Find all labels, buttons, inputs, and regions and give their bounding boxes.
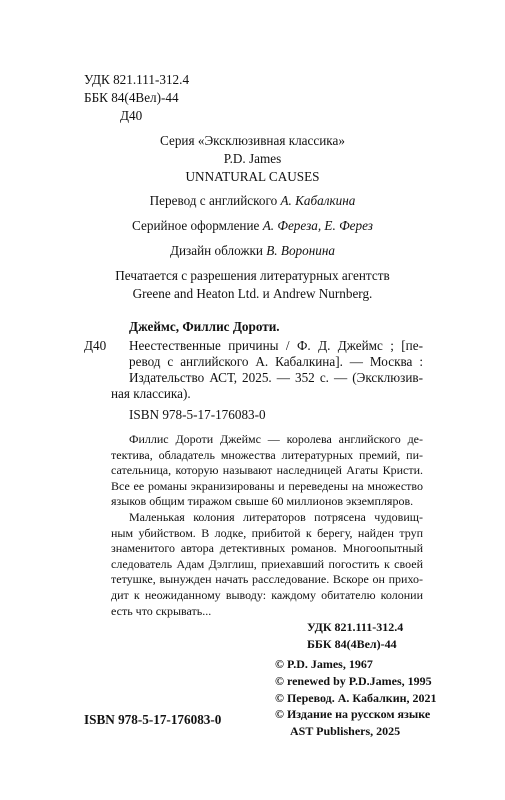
annotation-paragraph-1: [111, 432, 423, 510]
catalog-entry: [111, 338, 423, 402]
annotation-line: Филлис Дороти Джеймс — королева английского де-: [129, 432, 423, 446]
footer-isbn: ISBN 978-5-17-176083-0: [84, 712, 222, 727]
catalog-isbn: ISBN 978-5-17-176083-0: [129, 407, 266, 422]
copyright-line: AST Publishers, 2025: [290, 724, 401, 739]
annotation-line: ным убийством. В лодке, прибитой к берегу, найден труп: [111, 525, 423, 540]
translator-name: А. Кабалкина: [280, 193, 356, 208]
annotation-line: Все ее романы экранизированы и переведены на множество: [111, 478, 423, 493]
author-mark: Д40: [120, 108, 143, 123]
bbk-code-bottom: ББК 84(4Вел)-44: [307, 637, 397, 651]
series-line: Серия «Эксклюзивная классика»: [160, 133, 345, 148]
annotation-line: знаменитого автора детективных романов. Многоопытный: [111, 541, 423, 556]
annotation-line: языков общим тиражом свыше 60 миллионов экземпляров.: [111, 494, 414, 509]
copyright-block: [275, 656, 437, 740]
copyright-line: © P.D. James, 1967: [275, 657, 373, 671]
udk-code-bottom: УДК 821.111-312.4: [307, 620, 404, 634]
annotation-paragraph-2: [111, 510, 423, 619]
cover-designer-name: В. Воронина: [266, 243, 335, 258]
copyright-line: © renewed by P.D.James, 1995: [275, 673, 432, 688]
annotation-line: дит к неожиданному выводу: каждому обитателю колонии: [111, 587, 423, 602]
catalog-entry-line: Издательство АСТ, 2025. — 352 с. — (Эксклюзив-: [129, 370, 423, 385]
annotation-line: Маленькая колония литераторов потрясена чудовищ-: [129, 510, 423, 524]
permission-line-1: Печатается с разрешения литературных агентств: [115, 268, 390, 283]
permission-line-2: Greene and Heaton Ltd. и Andrew Nurnberg.: [132, 286, 373, 301]
catalog-heading: Джеймс, Филлис Дороти.: [129, 319, 280, 334]
bbk-code: ББК 84(4Вел)-44: [84, 90, 179, 105]
copyright-line: © Перевод. А. Кабалкин, 2021: [275, 690, 437, 705]
copyright-line: © Издание на русском языке: [275, 707, 431, 722]
annotation-line: тектива, обладатель множества литературных премий, пи-: [111, 447, 423, 462]
title-en: UNNATURAL CAUSES: [185, 169, 320, 184]
author-en: P.D. James: [223, 151, 282, 166]
catalog-entry-line: ная классика).: [111, 386, 191, 401]
designer-names: А. Фереза, Е. Ферез: [262, 218, 373, 233]
design-prefix: Серийное оформление: [132, 218, 260, 233]
cover-design-credit: [0, 243, 505, 259]
annotation-line: следователь Адам Дэлглиш, приехавший погостить к своей: [111, 556, 423, 571]
series-design-credit: [0, 218, 505, 234]
catalog-entry-line: ревод с английского А. Кабалкина]. — Москва :: [129, 354, 423, 369]
cover-prefix: Дизайн обложки: [170, 243, 263, 258]
udk-code: УДК 821.111-312.4: [84, 72, 190, 87]
catalog-entry-line: Неестественные причины / Ф. Д. Джеймс ; [пе-: [129, 338, 423, 353]
annotation-line: есть что скрывать...: [111, 603, 212, 618]
translation-prefix: Перевод с английского: [149, 193, 278, 208]
catalog-mark: Д40: [84, 338, 107, 353]
translation-credit: [0, 193, 505, 209]
annotation-line: тетушке, вынужден начать расследование. Вскоре он прихо-: [111, 572, 423, 587]
annotation-line: сательница, которую называют наследницей Агаты Кристи.: [111, 463, 423, 478]
